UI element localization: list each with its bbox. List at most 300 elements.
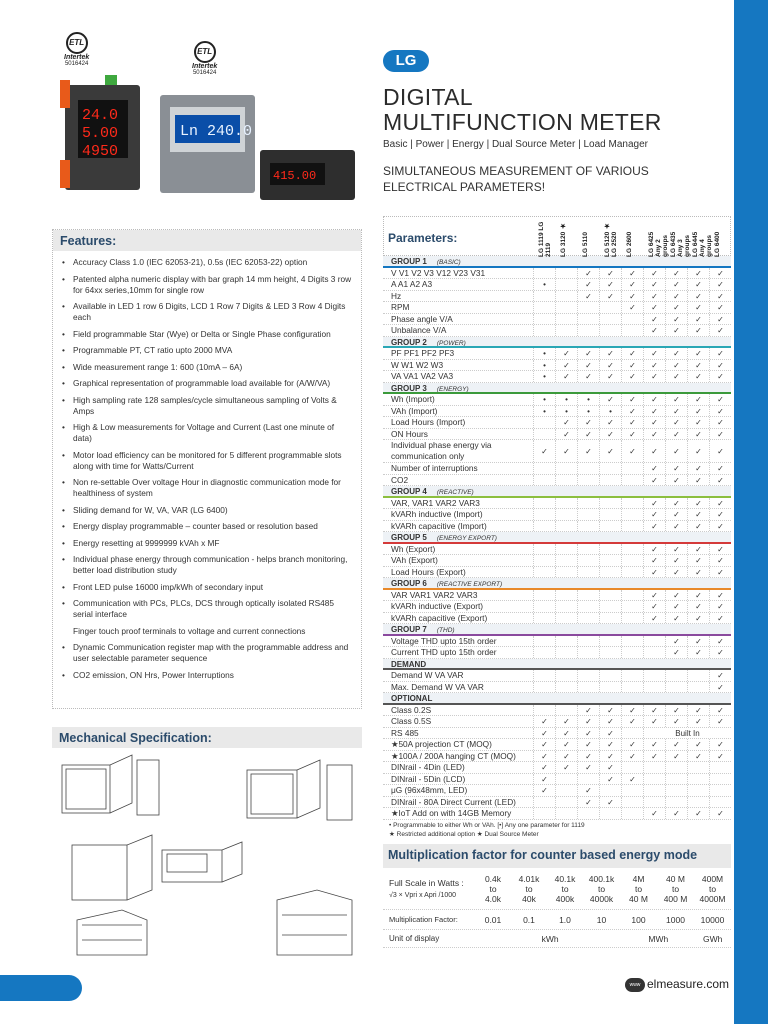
availability-cell: ✓ <box>665 613 687 624</box>
parameter-name: V V1 V2 V3 V12 V23 V31 <box>391 267 486 278</box>
group-subtitle: (ENERGY) <box>436 385 469 392</box>
availability-cell <box>665 682 687 693</box>
parameter-name: kVARh capacitive (Import) <box>391 520 487 531</box>
availability-cell <box>555 785 577 796</box>
group-header <box>383 383 731 395</box>
availability-cell: ✓ <box>577 728 599 739</box>
availability-cell: ✓ <box>687 325 709 336</box>
availability-cell: ✓ <box>599 440 621 462</box>
availability-cell: ✓ <box>665 567 687 578</box>
parameter-name: Demand W VA VAR <box>391 670 464 680</box>
availability-cell: ✓ <box>599 429 621 440</box>
availability-cell: ✓ <box>621 705 643 716</box>
group-name: DEMAND <box>391 659 427 668</box>
parameter-name: PF PF1 PF2 PF3 <box>391 348 455 358</box>
availability-cell <box>577 682 599 693</box>
globe-icon: www <box>625 978 645 992</box>
availability-cell <box>555 544 577 555</box>
availability-cell <box>555 682 577 693</box>
availability-cell: ✓ <box>621 774 643 785</box>
parameter-name: μG (96x48mm, LED) <box>391 785 468 795</box>
parameter-row <box>383 567 731 579</box>
availability-cell: ✓ <box>599 360 621 371</box>
availability-cell <box>621 555 643 566</box>
etl-certification-mark: ETL Intertek 5016424 <box>192 41 217 76</box>
availability-cell: ✓ <box>709 636 731 647</box>
model-column-header: LG 6435 Any 3 groups <box>670 231 691 257</box>
availability-cell: ✓ <box>599 716 621 727</box>
availability-cell: ✓ <box>621 360 643 371</box>
availability-cell <box>533 613 555 624</box>
parameter-row <box>383 774 731 786</box>
availability-cell: ✓ <box>555 440 577 462</box>
availability-cell <box>643 797 665 808</box>
availability-cell: ✓ <box>599 762 621 773</box>
availability-cell: ✓ <box>577 279 599 290</box>
multiplication-factor: 1000 <box>666 914 685 925</box>
availability-cell <box>621 785 643 796</box>
feature-item: • Energy display programmable – counter based or resolution based <box>59 521 355 532</box>
group-subtitle: (ENERGY EXPORT) <box>436 535 497 542</box>
availability-cell: • <box>577 406 599 417</box>
availability-cell <box>577 647 599 658</box>
parameter-row <box>383 475 731 487</box>
parameter-name: ★100A / 200A hanging CT (MOQ) <box>391 750 516 761</box>
availability-cell: ✓ <box>709 314 731 325</box>
availability-cell <box>533 314 555 325</box>
product-categories: Basic | Power | Energy | Dual Source Meter | Load Manager <box>383 139 648 150</box>
availability-cell: ✓ <box>577 417 599 428</box>
availability-cell: • <box>533 360 555 371</box>
parameter-row <box>383 716 731 728</box>
availability-cell: ✓ <box>665 314 687 325</box>
availability-cell: ✓ <box>577 705 599 716</box>
parameter-row <box>383 463 731 475</box>
availability-cell <box>577 314 599 325</box>
availability-cell <box>599 555 621 566</box>
feature-item: • Accuracy Class 1.0 (IEC 62053-21), 0.5s (IEC 62053-22) option <box>59 257 355 268</box>
parameter-name: Unbalance V/A <box>391 325 447 335</box>
availability-cell <box>533 555 555 566</box>
parameter-row <box>383 521 731 533</box>
availability-cell: ✓ <box>709 429 731 440</box>
multiplication-factor: 10 <box>596 914 607 925</box>
feature-item: • Graphical representation of programmable load available for (A/W/VA) <box>59 378 355 389</box>
parameter-name: ★50A projection CT (MOQ) <box>391 739 492 749</box>
availability-cell: ✓ <box>665 521 687 532</box>
availability-cell: ✓ <box>687 371 709 382</box>
fullscale-range: 4.01k to 40k <box>518 873 540 904</box>
availability-cell <box>621 314 643 325</box>
availability-cell <box>555 808 577 819</box>
parameter-row <box>383 279 731 291</box>
availability-cell: ✓ <box>643 521 665 532</box>
availability-cell: ✓ <box>643 268 665 279</box>
availability-cell: ✓ <box>599 348 621 359</box>
factor-row: Multiplication Factor: 0.01 0.1 1.0 10 100 1000 10000 <box>383 910 731 930</box>
availability-cell: ✓ <box>555 348 577 359</box>
availability-cell: ✓ <box>643 475 665 486</box>
parameter-name: Current THD upto 15th order <box>391 647 497 657</box>
feature-item: • High & Low measurements for Voltage and Current (Last one minute of data) <box>59 422 355 444</box>
availability-cell: ✓ <box>643 739 665 750</box>
availability-cell: ✓ <box>665 808 687 819</box>
availability-cell: ✓ <box>665 406 687 417</box>
availability-cell: ✓ <box>665 601 687 612</box>
parameter-row <box>383 682 731 694</box>
availability-cell: ✓ <box>687 417 709 428</box>
availability-cell: ✓ <box>599 394 621 405</box>
availability-cell <box>555 475 577 486</box>
availability-cell: ✓ <box>599 268 621 279</box>
availability-cell: ✓ <box>687 440 709 462</box>
availability-cell: ✓ <box>621 716 643 727</box>
availability-cell: ✓ <box>621 394 643 405</box>
availability-cell: ✓ <box>709 268 731 279</box>
parameter-name: Voltage THD upto 15th order <box>391 635 497 646</box>
availability-cell <box>577 808 599 819</box>
parameter-name: VAR, VAR1 VAR2 VAR3 <box>391 497 480 508</box>
availability-cell: ✓ <box>709 463 731 474</box>
availability-cell <box>621 797 643 808</box>
availability-cell <box>555 797 577 808</box>
parameter-name: Number of interruptions <box>391 463 478 473</box>
model-column-header: LG 6425 Any 2 groups <box>648 231 669 257</box>
availability-cell <box>533 475 555 486</box>
availability-cell <box>687 682 709 693</box>
availability-cell: ✓ <box>577 751 599 762</box>
availability-cell: ✓ <box>687 268 709 279</box>
availability-cell: ✓ <box>709 808 731 819</box>
website-link[interactable]: elmeasure.com <box>647 977 730 991</box>
availability-cell: ✓ <box>687 314 709 325</box>
availability-cell <box>643 762 665 773</box>
availability-cell: ✓ <box>533 774 555 785</box>
availability-cell <box>533 590 555 601</box>
availability-cell <box>621 544 643 555</box>
availability-cell <box>599 325 621 336</box>
availability-cell: ✓ <box>687 613 709 624</box>
availability-cell: ✓ <box>621 291 643 302</box>
availability-cell <box>599 544 621 555</box>
availability-cell: ✓ <box>687 716 709 727</box>
availability-cell: • <box>555 406 577 417</box>
parameter-name: W W1 W2 W3 <box>391 359 444 370</box>
availability-cell <box>555 613 577 624</box>
availability-cell <box>577 544 599 555</box>
parameter-name: kVARh inductive (Export) <box>391 601 484 611</box>
availability-cell: ✓ <box>533 762 555 773</box>
availability-cell: ✓ <box>709 406 731 417</box>
availability-cell: ✓ <box>577 762 599 773</box>
availability-cell <box>643 682 665 693</box>
availability-cell: ✓ <box>599 291 621 302</box>
availability-cell: ✓ <box>665 394 687 405</box>
availability-cell <box>621 498 643 509</box>
parameter-row <box>383 509 731 521</box>
multiplication-factor-table <box>383 844 731 948</box>
availability-cell <box>599 521 621 532</box>
availability-cell <box>599 647 621 658</box>
availability-cell: ✓ <box>643 371 665 382</box>
availability-cell: ✓ <box>687 348 709 359</box>
availability-cell <box>555 302 577 313</box>
parameter-name: Wh (Export) <box>391 543 436 554</box>
fullscale-row: Full Scale in Watts : √3 × Vpri x Apri /1000 0.4k to 4.0k 4.01k to 40k 40.1k to 400k 400.1k to 4000k 4M to 40 M 40 M to 400 M 400M to 4000M <box>383 868 731 910</box>
fullscale-range: 4M to 40 M <box>629 873 648 904</box>
availability-cell: ✓ <box>709 417 731 428</box>
unit-kwh: kWh <box>541 933 559 944</box>
availability-cell: ✓ <box>709 647 731 658</box>
availability-cell: ✓ <box>599 774 621 785</box>
parameter-row <box>383 291 731 303</box>
svg-text:415.00: 415.00 <box>273 169 317 183</box>
multiplication-heading: Multiplication factor for counter based energy mode <box>383 844 731 868</box>
availability-cell <box>599 314 621 325</box>
group-name: GROUP 4 <box>391 487 427 496</box>
availability-cell: ✓ <box>687 555 709 566</box>
availability-cell: ✓ <box>643 417 665 428</box>
availability-cell <box>555 509 577 520</box>
availability-cell: ✓ <box>687 509 709 520</box>
parameter-row <box>383 417 731 429</box>
availability-cell: ✓ <box>621 406 643 417</box>
parameter-name: Load Hours (Import) <box>391 417 466 427</box>
availability-cell: • <box>555 394 577 405</box>
fullscale-range: 0.4k to 4.0k <box>484 873 502 904</box>
availability-cell <box>533 463 555 474</box>
model-column-header: LG 5110 <box>582 232 589 257</box>
availability-cell: ✓ <box>665 325 687 336</box>
availability-cell: ✓ <box>643 314 665 325</box>
parameters-heading: Parameters: <box>388 231 458 245</box>
availability-cell: ✓ <box>687 360 709 371</box>
availability-cell: ✓ <box>665 647 687 658</box>
availability-cell <box>709 785 731 796</box>
tagline: SIMULTANEOUS MEASUREMENT OF VARIOUS ELECTRICAL PARAMETERS! <box>383 164 649 194</box>
availability-cell: ✓ <box>687 567 709 578</box>
feature-item: • CO2 emission, ON Hrs, Power Interruptions <box>59 670 355 681</box>
availability-cell <box>621 521 643 532</box>
availability-cell: ✓ <box>687 302 709 313</box>
availability-cell: ✓ <box>709 440 731 462</box>
availability-cell: ✓ <box>643 544 665 555</box>
availability-cell <box>665 774 687 785</box>
availability-cell: ✓ <box>621 440 643 462</box>
footnotes: • Programmable to either Wh or VAh. [•] Any one parameter for 1119 ★ Restricted additional option ★ Dual Source Meter <box>389 822 585 838</box>
availability-cell: ✓ <box>665 302 687 313</box>
availability-cell <box>577 636 599 647</box>
availability-cell <box>533 647 555 658</box>
parameter-name: Class 0.5S <box>391 716 432 726</box>
group-subtitle: (THD) <box>436 627 455 634</box>
availability-cell <box>687 797 709 808</box>
availability-cell: ✓ <box>643 613 665 624</box>
company-logo[interactable] <box>625 977 729 992</box>
availability-cell <box>599 498 621 509</box>
multiplication-factor: 1.0 <box>559 914 571 925</box>
availability-cell <box>687 774 709 785</box>
parameter-name: Class 0.2S <box>391 704 432 715</box>
page-tab <box>0 975 82 1001</box>
feature-item: • Field programmable Star (Wye) or Delta or Single Phase configuration <box>59 329 355 340</box>
fullscale-range: 40 M to 400 M <box>663 873 688 904</box>
availability-cell: ✓ <box>555 739 577 750</box>
availability-cell: ✓ <box>709 670 731 681</box>
parameter-name: ON Hours <box>391 428 428 439</box>
parameter-row <box>383 498 731 510</box>
group-header <box>383 337 731 349</box>
availability-cell: ✓ <box>709 567 731 578</box>
parameter-name: RS 485 <box>391 727 419 738</box>
availability-cell <box>621 808 643 819</box>
availability-cell: ✓ <box>599 739 621 750</box>
availability-cell: ✓ <box>643 360 665 371</box>
availability-cell <box>643 636 665 647</box>
availability-cell <box>665 670 687 681</box>
availability-cell <box>599 613 621 624</box>
availability-cell: • <box>533 394 555 405</box>
availability-cell: ✓ <box>577 785 599 796</box>
parameter-row <box>383 555 731 567</box>
availability-cell: ✓ <box>687 279 709 290</box>
parameter-name: Individual phase energy via communication only <box>391 440 492 461</box>
availability-cell <box>599 463 621 474</box>
availability-cell <box>599 601 621 612</box>
availability-cell <box>533 544 555 555</box>
availability-cell <box>533 797 555 808</box>
availability-cell <box>533 705 555 716</box>
availability-cell <box>577 670 599 681</box>
availability-cell: ✓ <box>665 716 687 727</box>
availability-cell <box>621 682 643 693</box>
availability-cell <box>643 785 665 796</box>
availability-cell: ✓ <box>687 751 709 762</box>
parameter-row <box>383 797 731 809</box>
availability-cell <box>599 302 621 313</box>
model-column-header: LG 6400 <box>714 231 721 257</box>
availability-cell: ✓ <box>555 716 577 727</box>
etl-logo-icon: ETL <box>66 32 88 54</box>
availability-cell <box>533 682 555 693</box>
availability-cell <box>533 325 555 336</box>
availability-cell <box>665 797 687 808</box>
feature-item: • Non re-settable Over voltage Hour in diagnostic communication mode for healthiness of system <box>59 477 355 499</box>
availability-cell: ✓ <box>643 291 665 302</box>
availability-cell: Built In <box>643 728 731 739</box>
svg-text:4950: 4950 <box>82 143 119 160</box>
availability-cell <box>555 601 577 612</box>
group-header <box>383 256 731 268</box>
availability-cell <box>577 590 599 601</box>
availability-cell <box>599 682 621 693</box>
availability-cell: ✓ <box>687 521 709 532</box>
availability-cell: ✓ <box>665 705 687 716</box>
availability-cell: ✓ <box>577 716 599 727</box>
availability-cell: ✓ <box>577 797 599 808</box>
availability-cell: ✓ <box>599 705 621 716</box>
availability-cell <box>533 302 555 313</box>
availability-cell <box>577 475 599 486</box>
availability-cell: ✓ <box>709 348 731 359</box>
availability-cell <box>709 774 731 785</box>
availability-cell <box>533 417 555 428</box>
availability-cell <box>533 601 555 612</box>
availability-cell: ✓ <box>555 360 577 371</box>
availability-cell <box>533 670 555 681</box>
parameter-row <box>383 808 731 820</box>
availability-cell: ✓ <box>621 739 643 750</box>
availability-cell: ✓ <box>665 498 687 509</box>
availability-cell <box>555 647 577 658</box>
feature-item: • Available in LED 1 row 6 Digits, LCD 1 Row 7 Digits & LED 3 Row 4 Digits each <box>59 301 355 323</box>
availability-cell: ✓ <box>665 739 687 750</box>
availability-cell: ✓ <box>599 728 621 739</box>
availability-cell: ✓ <box>555 371 577 382</box>
parameter-row <box>383 544 731 556</box>
model-column-header: LG 6445 Any 4 groups <box>692 231 713 257</box>
availability-cell <box>599 785 621 796</box>
availability-cell: ✓ <box>687 808 709 819</box>
group-header <box>383 693 731 705</box>
page-title: DIGITAL MULTIFUNCTION METER <box>383 84 662 135</box>
availability-cell: ✓ <box>599 751 621 762</box>
availability-cell <box>555 325 577 336</box>
availability-cell <box>599 475 621 486</box>
availability-cell: ✓ <box>643 590 665 601</box>
parameter-name: VAR VAR1 VAR2 VAR3 <box>391 589 478 600</box>
availability-cell <box>577 521 599 532</box>
parameter-row <box>383 371 731 383</box>
availability-cell: ✓ <box>709 475 731 486</box>
group-name: GROUP 3 <box>391 383 427 392</box>
availability-cell: ✓ <box>555 417 577 428</box>
availability-cell: ✓ <box>533 440 555 462</box>
feature-item: • Dynamic Communication register map with the programmable address and user selectable parameter sequence <box>59 642 355 664</box>
availability-cell: ✓ <box>643 279 665 290</box>
availability-cell <box>621 509 643 520</box>
parameter-row <box>383 348 731 360</box>
model-column-header: LG 2600 <box>626 231 633 257</box>
availability-cell: ✓ <box>687 590 709 601</box>
availability-cell: ✓ <box>665 360 687 371</box>
availability-cell: ✓ <box>533 728 555 739</box>
availability-cell: ✓ <box>709 613 731 624</box>
parameter-name: Max. Demand W VA VAR <box>391 681 484 692</box>
availability-cell: ✓ <box>555 762 577 773</box>
availability-cell <box>555 291 577 302</box>
availability-cell <box>665 762 687 773</box>
fullscale-range: 400.1k to 4000k <box>588 873 615 904</box>
availability-cell <box>533 521 555 532</box>
availability-cell <box>621 325 643 336</box>
parameter-row <box>383 429 731 441</box>
parameter-name: kVARh capacitive (Export) <box>391 612 488 623</box>
features-heading: Features: <box>53 230 361 251</box>
group-name: GROUP 2 <box>391 337 427 346</box>
availability-cell <box>687 670 709 681</box>
availability-cell <box>577 613 599 624</box>
availability-cell: • <box>577 394 599 405</box>
unit-row: Unit of display kWh MWh GWh <box>383 930 731 948</box>
availability-cell: ✓ <box>709 291 731 302</box>
fullscale-range: 400M to 4000M <box>699 873 726 904</box>
group-subtitle: (REACTIVE) <box>436 489 474 496</box>
availability-cell: • <box>533 279 555 290</box>
availability-cell: ✓ <box>643 808 665 819</box>
availability-cell: ✓ <box>643 348 665 359</box>
availability-cell <box>621 636 643 647</box>
